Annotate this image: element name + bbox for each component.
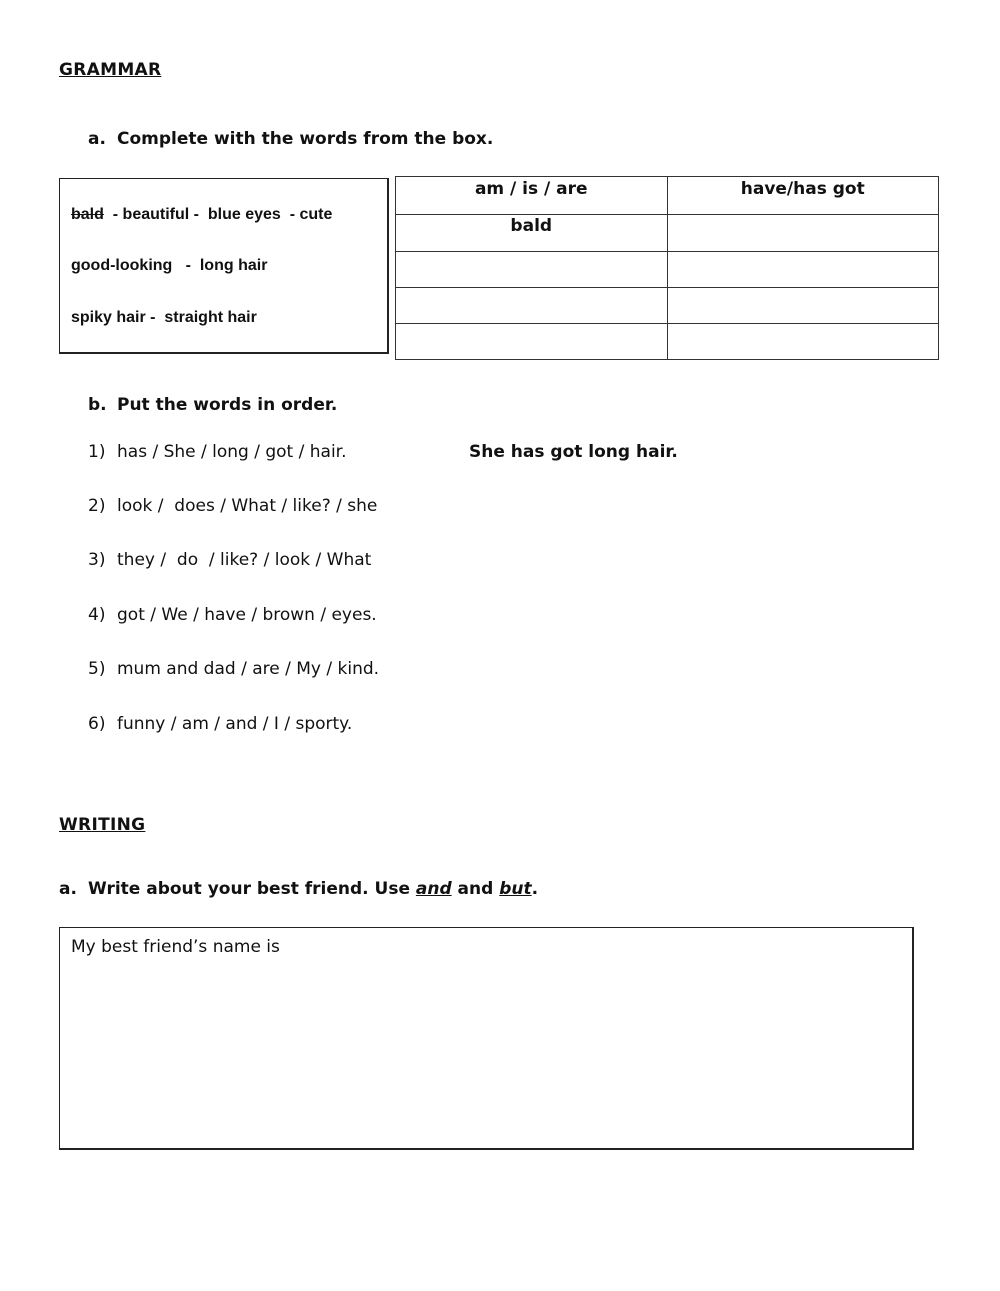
grammar-table xyxy=(395,176,939,360)
instruction-letter: b. xyxy=(88,395,107,415)
table-cell-blank[interactable] xyxy=(396,288,668,324)
struck-word: bald xyxy=(71,206,104,223)
word-box-line-1-rest: - beautiful - blue eyes - cute xyxy=(103,206,333,223)
table-cell-blank[interactable] xyxy=(667,288,939,324)
order-item-number: 4) xyxy=(88,605,106,625)
table-cell-blank[interactable] xyxy=(667,215,939,252)
writing-box[interactable] xyxy=(59,927,914,1150)
table-cell-blank[interactable] xyxy=(667,324,939,360)
order-item-text: look / does / What / like? / she xyxy=(117,496,378,516)
order-item-3 xyxy=(88,550,371,570)
keyword-but: but xyxy=(499,879,532,899)
word-box-line-1 xyxy=(71,206,332,224)
order-item-text: has / She / long / got / hair. xyxy=(117,442,347,462)
word-box-line-3: spiky hair - straight hair xyxy=(71,309,257,326)
table-header-row xyxy=(396,177,939,215)
instruction-letter: a. xyxy=(59,879,77,899)
order-item-2 xyxy=(88,496,377,516)
table-row xyxy=(396,215,939,252)
instruction-text-end: . xyxy=(531,879,539,899)
table-cell-blank[interactable] xyxy=(396,324,668,360)
writing-prompt: My best friend’s name is xyxy=(71,937,280,957)
instruction-text: Put the words in order. xyxy=(117,395,338,415)
table-header-have-has-got: have/has got xyxy=(667,177,939,215)
writing-heading: WRITING xyxy=(59,815,146,835)
table-row xyxy=(396,324,939,360)
order-item-text: got / We / have / brown / eyes. xyxy=(117,605,377,625)
grammar-instruction-a xyxy=(88,129,493,149)
order-item-number: 1) xyxy=(88,442,106,462)
table-row xyxy=(396,252,939,288)
table-row xyxy=(396,288,939,324)
order-item-6 xyxy=(88,714,352,734)
word-box xyxy=(59,178,389,354)
table-header-am-is-are: am / is / are xyxy=(396,177,668,215)
table-cell-example: bald xyxy=(396,215,668,252)
order-item-number: 6) xyxy=(88,714,106,734)
order-item-4 xyxy=(88,605,377,625)
instruction-text: Complete with the words from the box. xyxy=(117,129,494,149)
word-box-line-2: good-looking - long hair xyxy=(71,257,268,274)
grammar-instruction-b xyxy=(88,395,337,415)
table-cell-blank[interactable] xyxy=(396,252,668,288)
grammar-heading: GRAMMAR xyxy=(59,60,162,80)
order-item-text: they / do / like? / look / What xyxy=(117,550,372,570)
order-item-text: funny / am / and / I / sporty. xyxy=(117,714,353,734)
order-item-5 xyxy=(88,659,379,679)
writing-instruction-a xyxy=(59,879,538,899)
table-cell-blank[interactable] xyxy=(667,252,939,288)
instruction-letter: a. xyxy=(88,129,106,149)
instruction-text-middle: and xyxy=(451,879,500,899)
order-item-number: 5) xyxy=(88,659,106,679)
keyword-and: and xyxy=(415,879,452,899)
order-item-number: 3) xyxy=(88,550,106,570)
example-answer: She has got long hair. xyxy=(469,442,678,462)
order-item-1 xyxy=(88,442,347,462)
order-item-text: mum and dad / are / My / kind. xyxy=(117,659,380,679)
order-item-number: 2) xyxy=(88,496,106,516)
instruction-text: Write about your best friend. Use xyxy=(88,879,416,899)
